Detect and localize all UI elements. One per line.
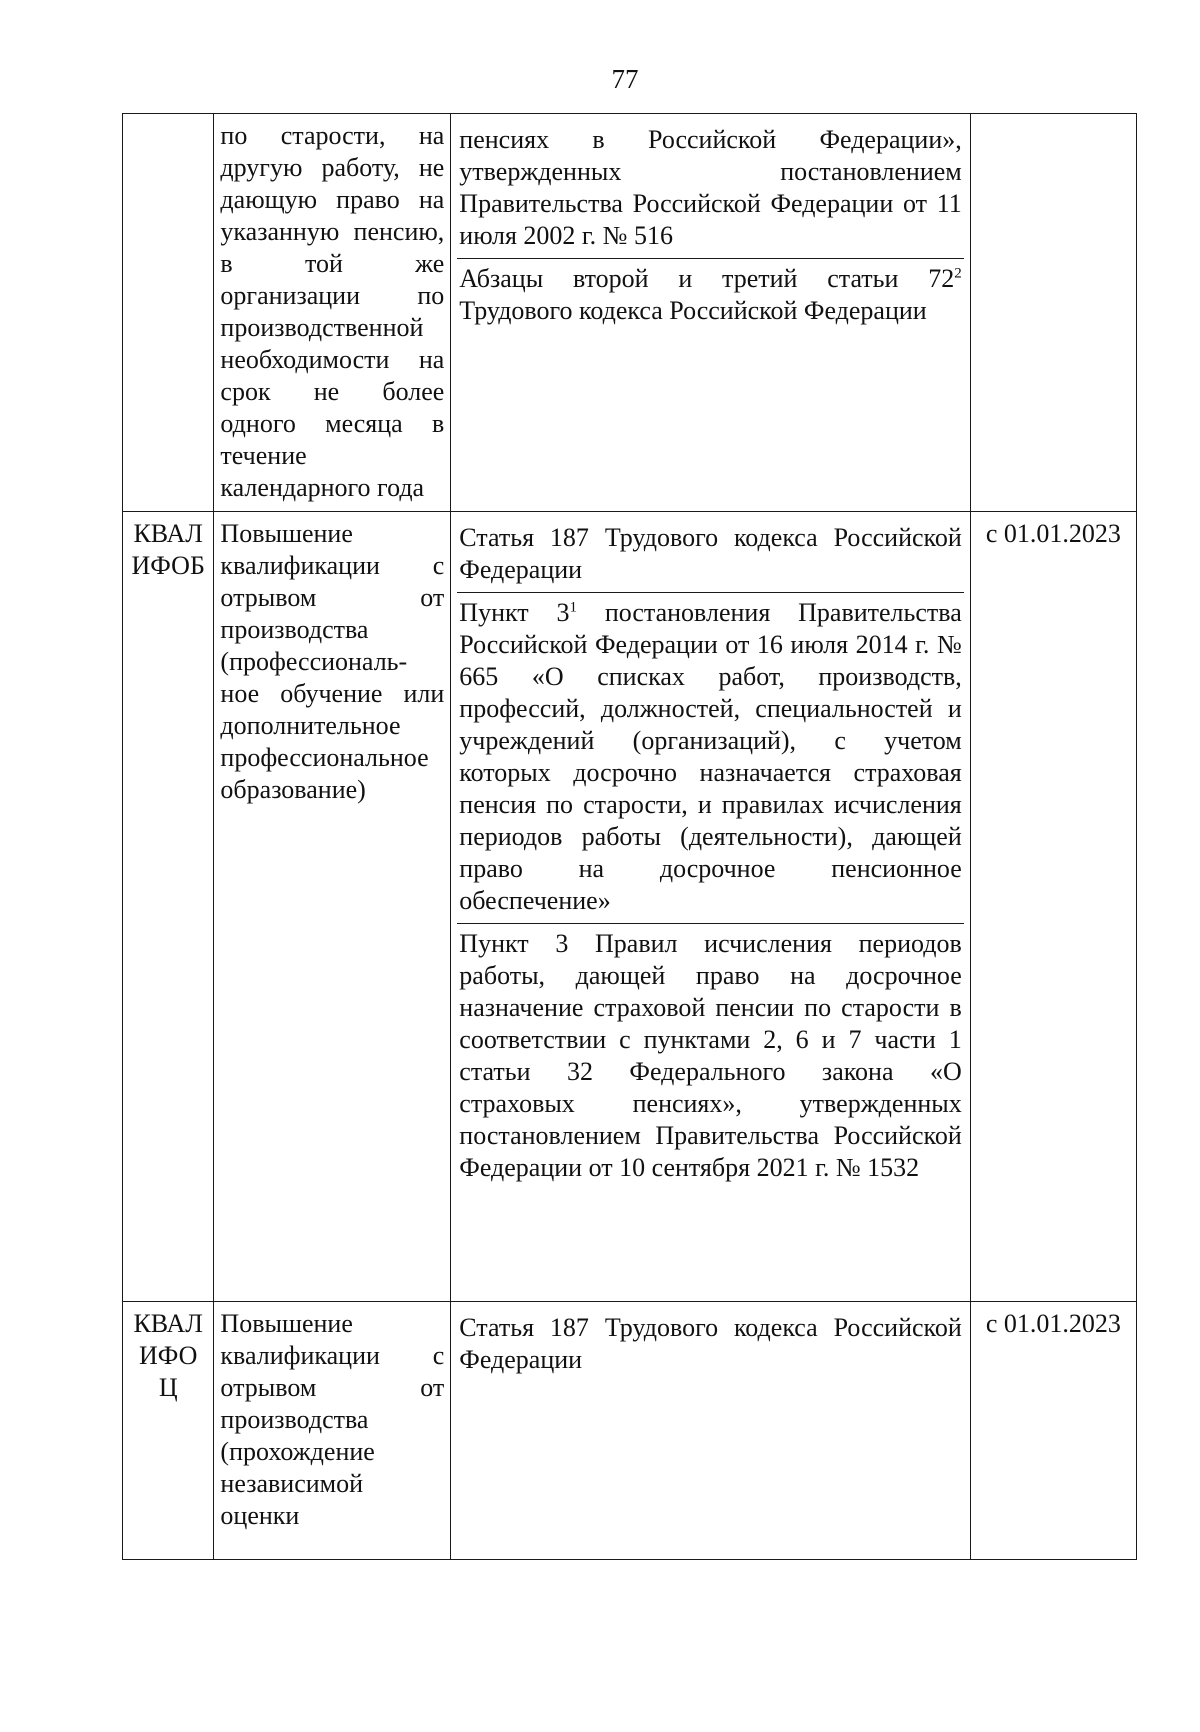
name-cell: Повышение квалификации с отрывом от производства (профессиональ-ное обучение или дополнительное профессиональное образование) (214, 512, 451, 1302)
basis-text: постановления Правительства Российской Федерации от 16 июля 2014 г. № 665 «О списках работ, производств, профессий, должностей, специальностей и учреждений (организаций), с учетом которых досрочно назначается страховая пенсия по старости, и правилах исчисления периодов работы (деятельности), дающей право на досрочное пенсионное обеспечение» (459, 598, 962, 915)
superscript: 1 (569, 599, 577, 616)
basis-item: Пункт 3 Правил исчисления периодов работы, дающей право на досрочное назначение страховой пенсии по старости в соответствии с пунктами 2, 6 и 7 части 1 статьи 32 Федерального закона «О страховых пенсиях», утвержденных постановлением Правительства Российской Федерации от 10 сентября 2021 г. № 1532 (457, 923, 963, 1190)
code-text: КВАЛ (133, 519, 203, 548)
superscript: 2 (954, 265, 962, 282)
table-row (123, 114, 1137, 512)
code-text: Ц (158, 1373, 178, 1402)
basis-item (457, 258, 963, 333)
table-row (123, 1302, 1137, 1560)
regulation-table (122, 113, 1137, 1560)
table-row (123, 512, 1137, 1302)
code-cell (123, 114, 214, 512)
basis-cell (451, 114, 970, 512)
date-cell: с 01.01.2023 (970, 1302, 1136, 1560)
code-text: ИФО (139, 1341, 198, 1370)
page-number: 77 (611, 64, 639, 94)
basis-cell (451, 512, 970, 1302)
basis-item: Статья 187 Трудового кодекса Российской Федерации (459, 1313, 962, 1374)
basis-item: Статья 187 Трудового кодекса Российской Федерации (459, 523, 962, 584)
basis-cell (451, 1302, 970, 1560)
code-cell (123, 512, 214, 1302)
basis-item: пенсиях в Российской Федерации», утвержденных постановлением Правительства Российской Федерации от 11 июля 2002 г. № 516 (459, 125, 962, 250)
name-cell: по старости, на другую работу, не дающую право на указанную пенсию, в той же организации по производственной необходимости на срок не более одного месяца в течение календарного года (214, 114, 451, 512)
date-cell: с 01.01.2023 (970, 512, 1136, 1302)
basis-text: Абзацы второй и третий статьи 72 (459, 264, 955, 293)
code-text: КВАЛ (133, 1309, 203, 1338)
code-text: ИФОБ (131, 551, 205, 580)
basis-item (457, 592, 963, 923)
basis-text: Пункт 3 (459, 598, 570, 627)
code-cell (123, 1302, 214, 1560)
name-cell: Повышение квалификации с отрывом от производства (прохождение независимой оценки (214, 1302, 451, 1560)
date-cell (970, 114, 1136, 512)
basis-text: Трудового кодекса Российской Федерации (459, 296, 927, 325)
